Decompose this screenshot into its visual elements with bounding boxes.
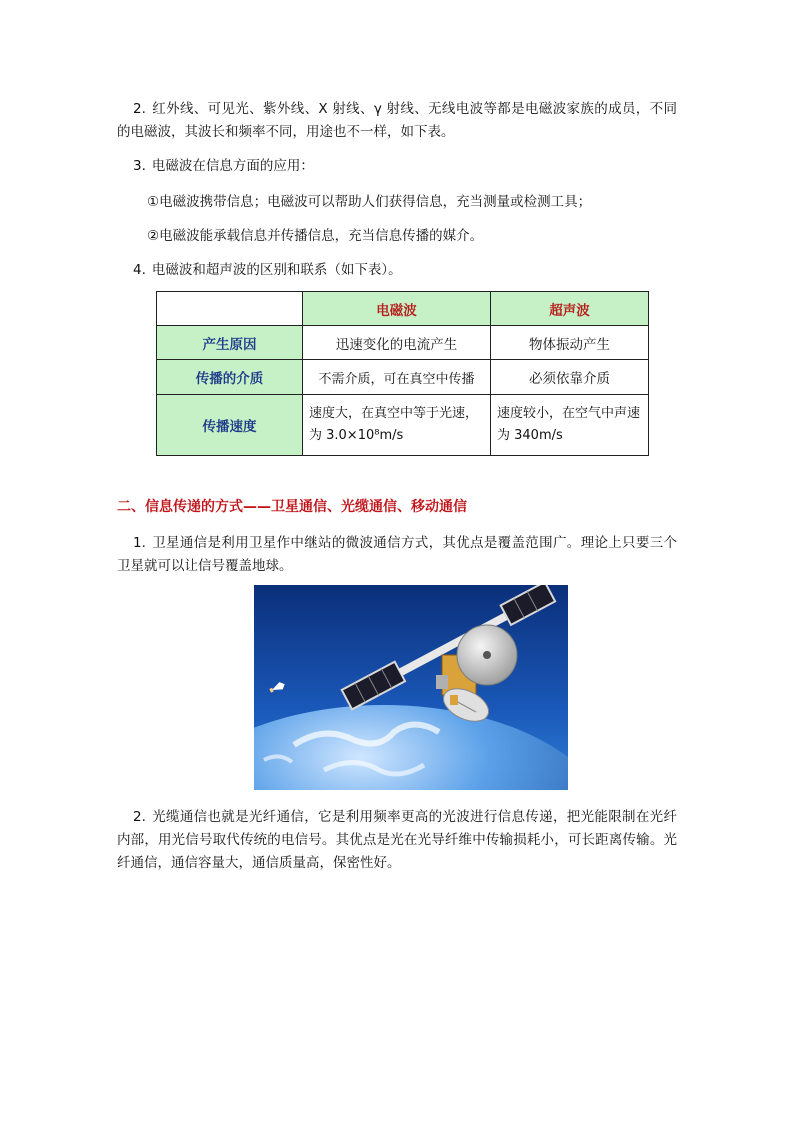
paragraph-em-application	[133, 156, 314, 176]
table-cell: 速度大，在真空中等于光速，为 3.0×10⁸m/s	[303, 395, 491, 456]
item-number: 1.	[133, 535, 146, 551]
table-header-em: 电磁波	[303, 292, 491, 326]
item-text: 卫星通信是利用卫星作中继站的微波通信方式，其优点是覆盖范围广。理论上只要三个卫星就可以让信号覆盖地球。	[117, 535, 677, 574]
table-header-us: 超声波	[491, 292, 649, 326]
satellite-image	[254, 585, 568, 790]
item-number: 3.	[133, 158, 146, 174]
comparison-table	[156, 291, 649, 456]
table-cell: 不需介质，可在真空中传播	[303, 360, 491, 395]
table-row-label: 传播的介质	[157, 360, 303, 395]
table-cell: 必须依靠介质	[491, 360, 649, 395]
table-cell: 物体振动产生	[491, 326, 649, 360]
item-text: 红外线、可见光、紫外线、X 射线、γ 射线、无线电波等都是电磁波家族的成员，不同的电磁波，其波长和频率不同，用途也不一样，如下表。	[117, 101, 677, 140]
item-number: 2.	[133, 809, 146, 825]
item-number: 2.	[133, 101, 146, 117]
table-row-label: 传播速度	[157, 395, 303, 456]
table-cell: 迅速变化的电流产生	[303, 326, 491, 360]
table-corner-cell	[157, 292, 303, 326]
application-item-1: ①电磁波携带信息；电磁波可以帮助人们获得信息，充当测量或检测工具；	[147, 194, 592, 210]
table-cell: 速度较小，在空气中声速为 340m/s	[491, 395, 649, 456]
table-row	[157, 326, 649, 360]
item-text: 电磁波在信息方面的应用：	[151, 158, 314, 174]
table-row-label: 产生原因	[157, 326, 303, 360]
paragraph-comparison-intro	[133, 260, 402, 280]
application-item-2: ②电磁波能承载信息并传播信息，充当信息传播的媒介。	[147, 228, 484, 244]
table-row	[157, 395, 649, 456]
paragraph-optical-fiber	[117, 806, 677, 875]
item-number: 4.	[133, 262, 146, 278]
item-text: 光缆通信也就是光纤通信，它是利用频率更高的光波进行信息传递，把光能限制在光纤内部，用光信号取代传统的电信号。其优点是光在光导纤维中传输损耗小，可长距离传输。光纤通信，通信容量大，通信质量高，保密性好。	[117, 809, 677, 871]
item-text: 电磁波和超声波的区别和联系（如下表）。	[151, 262, 402, 278]
table-header-row	[157, 292, 649, 326]
section-heading: 二、信息传递的方式——卫星通信、光缆通信、移动通信	[117, 499, 467, 515]
paragraph-em-family	[117, 98, 677, 144]
table-row	[157, 360, 649, 395]
paragraph-satellite	[117, 532, 677, 578]
satellite-illustration	[254, 585, 568, 790]
